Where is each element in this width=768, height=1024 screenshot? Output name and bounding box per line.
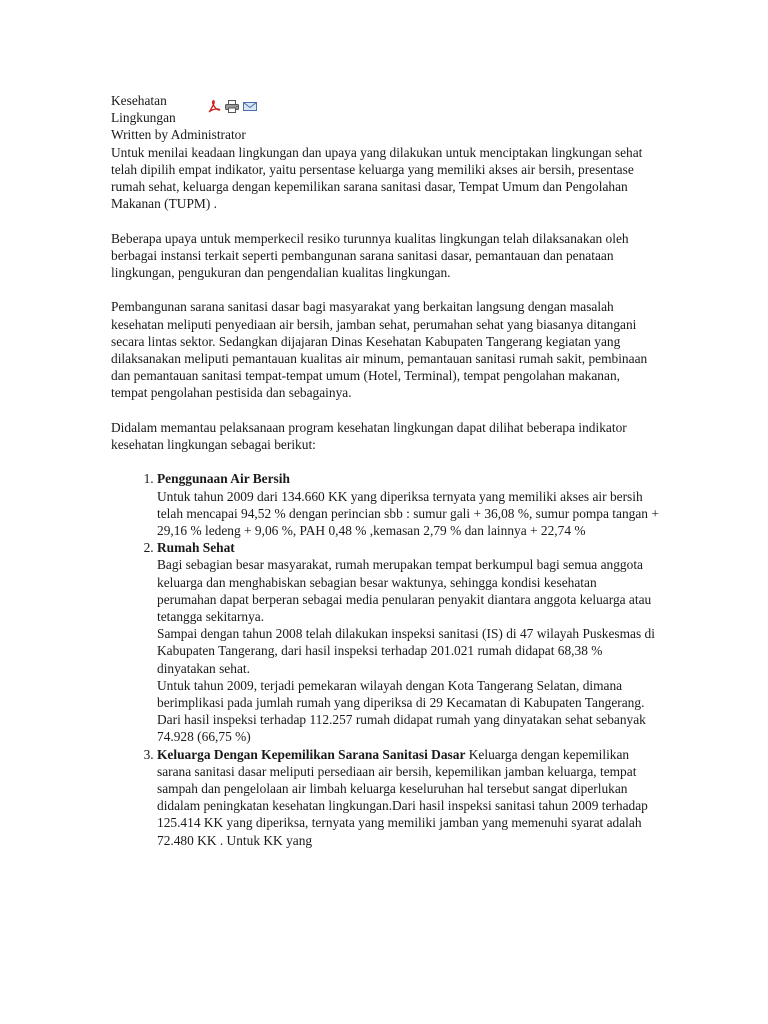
list-item [157, 746, 659, 849]
list-item-title: Rumah Sehat [157, 540, 235, 556]
article-author: Written by Administrator [111, 127, 246, 143]
article-title-line2: Lingkungan [111, 110, 176, 126]
paragraph: Didalam memantau pelaksanaan program kesehatan lingkungan dapat dilihat beberapa indikator kesehatan lingkungan sebagai berikut: [111, 419, 627, 453]
list-item-text: Untuk tahun 2009, terjadi pemekaran wilayah dengan Kota Tangerang Selatan, dimana berimplikasi pada jumlah rumah yang diperiksa di 29 Kecamatan di Kabupaten Tangerang. Dari hasil inspeksi terhadap 112.257 rumah didapat rumah yang dinyatakan sehat sebanyak 74.928 (66,75 %) [157, 677, 646, 745]
article-title [111, 92, 201, 126]
article [111, 92, 659, 849]
paragraph: Pembangunan sarana sanitasi dasar bagi masyarakat yang berkaitan langsung dengan masalah kesehatan meliputi penyediaan air bersih, jamban sehat, perumahan sehat yang biasanya ditangani secara lintas sektor. Sedangkan dijajaran Dinas Kesehatan Kabupaten Tangerang kegiatan yang dilaksanakan meliputi pemantauan kualitas air minum, pemantauan sanitasi rumah sakit, pembinaan dan pemantauan sanitasi tempat-tempat umum (Hotel, Terminal), tempat pengolahan makanan, tempat pengolahan pestisida dan sebagainya. [111, 299, 648, 401]
list-item-text: Keluarga dengan kepemilikan sarana sanitasi dasar meliputi persediaan air bersih, kepemilikan jamban keluarga, tempat sampah dan pengelolaan air limbah keluarga keseluruhan hal tersebut sangat diperlukan didalam peningkatan kesehatan lingkungan.Dari hasil inspeksi sanitasi tahun 2009 terhadap 125.414 KK yang diperiksa, ternyata yang memiliki jamban yang memenuhi syarat adalah 72.480 KK . Untuk KK yang [157, 746, 648, 848]
list-item-text: Bagi sebagian besar masyarakat, rumah merupakan tempat berkumpul bagi semua anggota keluarga dan menghabiskan sebagian besar waktunya, sehingga kondisi kesehatan perumahan dapat berperan sebagai media penularan penyakit diantara anggota keluarga atau tetangga sekitarnya. [157, 557, 652, 625]
article-toolbar [207, 100, 257, 113]
pdf-icon[interactable] [207, 100, 221, 113]
indicator-list [111, 470, 659, 848]
article-header [111, 92, 659, 126]
list-item-text: Sampai dengan tahun 2008 telah dilakukan inspeksi sanitasi (IS) di 47 wilayah Puskesmas di Kabupaten Tangerang, dari hasil inspeksi terhadap 201.021 rumah didapat 68,38 % dinyatakan sehat. [157, 626, 655, 676]
printer-icon[interactable] [225, 100, 239, 113]
paragraph: Beberapa upaya untuk memperkecil resiko turunnya kualitas lingkungan telah dilaksanakan oleh berbagai instansi terkait seperti pembangunan sarana sanitasi dasar, pemantauan dan penataan lingkungan, pengukuran dan pengendalian kualitas lingkungan. [111, 230, 629, 281]
list-item-title: Keluarga Dengan Kepemilikan Sarana Sanitasi Dasar [157, 746, 466, 762]
email-icon[interactable] [243, 100, 257, 113]
paragraph: Untuk menilai keadaan lingkungan dan upaya yang dilakukan untuk menciptakan lingkungan sehat telah dipilih empat indikator, yaitu persentase keluarga yang memiliki akses air bersih, presentase rumah sehat, keluarga dengan kepemilikan sarana sanitasi dasar, Tempat Umum dan Pengolahan Makanan (TUPM) . [111, 144, 643, 212]
list-item [157, 539, 659, 745]
list-item-text: Untuk tahun 2009 dari 134.660 KK yang diperiksa ternyata yang memiliki akses air bersih telah mencapai 94,52 % dengan perincian sbb : sumur gali + 36,08 %, sumur pompa tangan + 29,16 % ledeng + 9,06 %, PAH 0,48 % ,kemasan 2,79 % dan lainnya + 22,74 % [157, 488, 659, 539]
list-item-title: Penggunaan Air Bersih [157, 471, 290, 487]
article-title-line1: Kesehatan [111, 93, 167, 108]
list-item [157, 470, 659, 539]
